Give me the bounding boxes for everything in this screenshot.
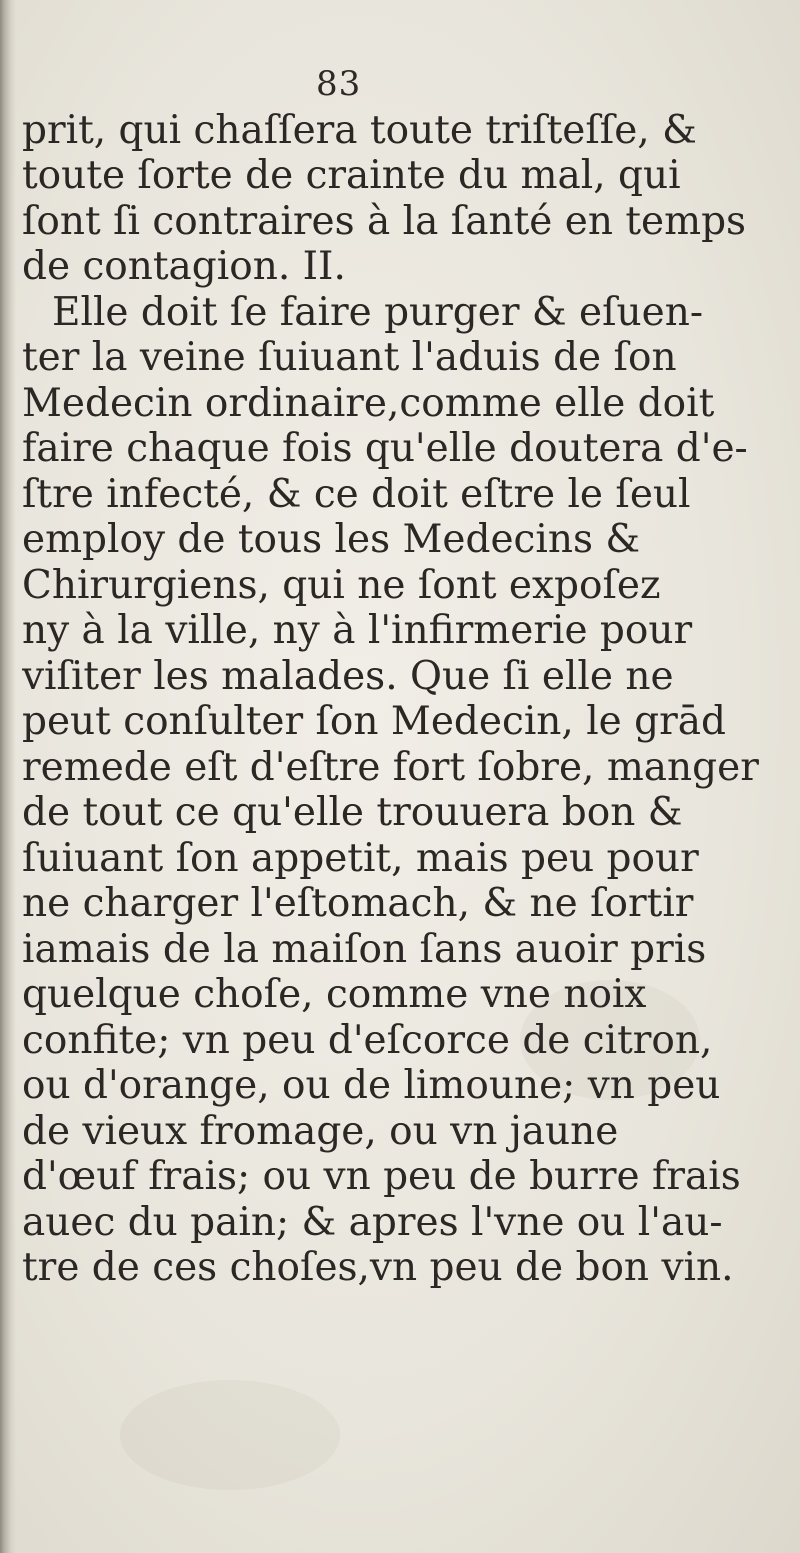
text-line-12: ny à la ville, ny à l'infirmerie pour xyxy=(22,608,693,653)
text-line-17: ſuiuant ſon appetit, mais peu pour xyxy=(22,836,699,881)
text-line-20: quelque choſe, comme vne noix xyxy=(22,972,647,1017)
text-line-21: confite; vn peu d'eſcorce de citron, xyxy=(22,1018,713,1063)
text-line-16: de tout ce qu'elle trouuera bon & xyxy=(22,790,683,835)
text-line-4: de contagion. II. xyxy=(22,244,346,289)
text-line-22: ou d'orange, ou de limoune; vn peu xyxy=(22,1063,721,1108)
text-line-26: tre de ces choſes,vn peu de bon vin. xyxy=(22,1245,734,1290)
text-line-11: Chirurgiens, qui ne ſont expoſez xyxy=(22,563,661,608)
text-line-3: ſont ſi contraires à la ſanté en temps xyxy=(22,199,747,244)
text-line-15: remede eſt d'eſtre fort ſobre, manger xyxy=(22,745,759,790)
text-line-10: employ de tous les Medecins & xyxy=(22,517,641,562)
text-line-14: peut conſulter ſon Medecin, le grād xyxy=(22,699,726,744)
text-line-9: ſtre infecté, & ce doit eſtre le ſeul xyxy=(22,472,691,517)
binding-gutter xyxy=(0,0,16,1553)
text-line-24: d'œuf frais; ou vn peu de burre frais xyxy=(22,1154,741,1199)
text-line-23: de vieux fromage, ou vn jaune xyxy=(22,1109,619,1154)
text-line-7: Medecin ordinaire,comme elle doit xyxy=(22,381,715,426)
text-line-6: ter la veine ſuiuant l'aduis de ſon xyxy=(22,335,677,380)
text-line-18: ne charger l'eſtomach, & ne ſortir xyxy=(22,881,694,926)
text-line-2: toute ſorte de crainte du mal, qui xyxy=(22,153,681,198)
paper-stain xyxy=(120,1380,340,1490)
text-line-25: auec du pain; & apres l'vne ou l'au- xyxy=(22,1200,723,1245)
text-line-5: Elle doit ſe faire purger & eſuen- xyxy=(52,290,704,335)
page-number: 83 xyxy=(316,64,362,104)
text-line-13: viſiter les malades. Que ſi elle ne xyxy=(22,654,674,699)
text-line-1: prit, qui chaſſera toute triſteſſe, & xyxy=(22,108,697,153)
text-line-8: faire chaque fois qu'elle doutera d'e- xyxy=(22,426,748,471)
text-line-19: iamais de la maiſon ſans auoir pris xyxy=(22,927,707,972)
